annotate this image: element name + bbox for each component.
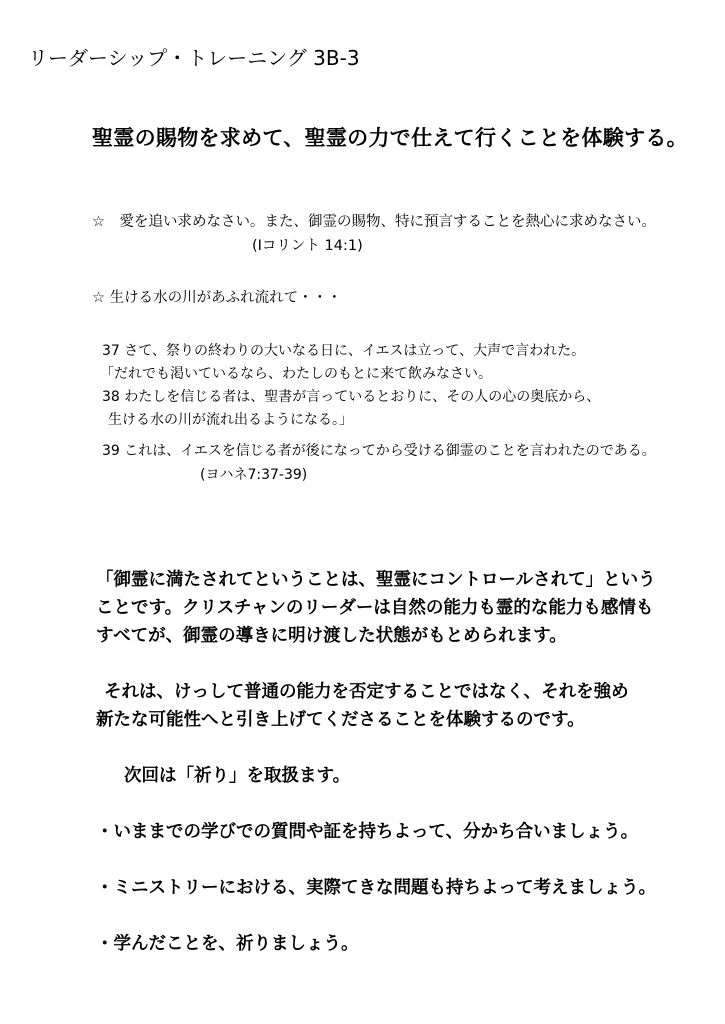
verse1-text: ☆ 愛を追い求めなさい。また、御霊の賜物、特に預言することを熱心に求めなさい。 (92, 214, 656, 230)
scripture-line: 生ける水の川が流れ出るようになる。」 (108, 412, 353, 428)
page-title: 聖霊の賜物を求めて、聖霊の力で仕えて行くことを体験する。 (92, 126, 688, 150)
page-header: リーダーシップ・トレーニング 3B-3 (28, 46, 360, 70)
scripture-line: 37 さて、祭りの終わりの大いなる日に、イエスは立って、大声で言われた。 (102, 343, 586, 359)
bullet-item: ・ミニストリーにおける、実際てきな問題も持ちよって考えましょう。 (96, 878, 656, 898)
body-para2-line: それは、けっして普通の能力を否定することではなく、それを強め (104, 682, 629, 702)
bullet-item: ・学んだことを、祈りましょう。 (96, 934, 359, 954)
body-para1-line: ことです。クリスチャンのリーダーは自然の能力も霊的な能力も感情も (96, 598, 654, 618)
verse1-ref: (Ⅰコリント 14:1) (252, 238, 363, 254)
scripture-line: 「だれでも渇いているなら、わたしのもとに来て飲みなさい。 (100, 366, 492, 382)
verse2-heading: ☆ 生ける水の川があふれ流れて・・・ (92, 290, 342, 306)
body-para1-line: 「御霊に満たされてということは、聖霊にコントロールされて」という (96, 570, 656, 590)
scripture-line: 39 これは、イエスを信じる者が後になってから受ける御霊のことを言われたのである。 (102, 443, 656, 459)
next-session-note: 次回は「祈り」を取扱ます。 (124, 766, 351, 786)
bullet-item: ・いままでの学びでの質問や証を持ちよって、分かち合いましょう。 (96, 822, 639, 842)
scripture-line: 38 わたしを信じる者は、聖書が言っているとおりに、その人の心の奥底から、 (102, 389, 601, 405)
scripture-ref: (ヨハネ7:37-39) (200, 467, 308, 483)
body-para1-line: すべてが、御霊の導きに明け渡した状態がもとめられます。 (96, 626, 567, 646)
body-para2-line: 新たな可能性へと引き上げてくださることを体験するのです。 (96, 710, 585, 730)
